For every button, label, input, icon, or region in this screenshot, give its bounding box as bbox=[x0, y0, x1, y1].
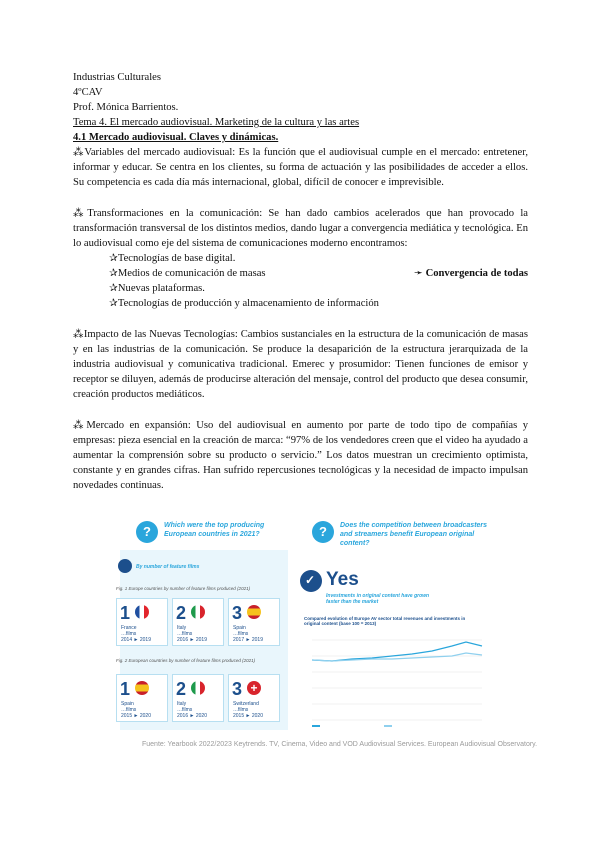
group-name: 4ºCAV bbox=[73, 87, 103, 98]
country-card bbox=[116, 674, 168, 722]
answer-subtitle: Investments in original content have grown faster than the market bbox=[326, 593, 430, 605]
legend-swatch bbox=[312, 725, 320, 727]
left-subtitle: By number of feature films bbox=[136, 564, 200, 570]
spain-flag-icon bbox=[247, 605, 261, 619]
list-item: ✰Medios de comunicación de masas bbox=[109, 268, 266, 279]
infographic-left-panel bbox=[116, 518, 288, 730]
country-card bbox=[228, 674, 280, 722]
country-card bbox=[228, 598, 280, 646]
spain-flag-icon bbox=[135, 681, 149, 695]
series-av-revenues bbox=[312, 653, 482, 661]
chart-title: Compared evolution of Europe AV sector total revenues and investments in original content (base 100 = 2013) bbox=[304, 616, 466, 626]
left-question: Which were the top producing European countries in 2021? bbox=[164, 522, 265, 538]
technology-list bbox=[109, 251, 528, 311]
paragraph-mercado: ⁂Mercado en expansión: Uso del audiovisual en aumento por parte de todo tipo de compañías y empresas: pieza esencial en la creación de marca: “97% de los vendedores creen que el video ha ayudado a aumentar la comprensión sobre su producto o servicio.” Los datos muestran un crecimiento optimista, constante y en grandes cifras. Han sufrido repercusiones tecnológicas y la necesidad de impacto impulsan novedades continuas. bbox=[73, 420, 528, 491]
paragraph-variables: ⁂Variables del mercado audiovisual: Es la función que el audiovisual cumple en el mercado: entretener, informar y educar. Se centra en los clientes, su forma de actuación y las posibilidades de acceder a ellos. Su competencia es cada día más internacional, global, difícil de conocer e imprevisible. bbox=[73, 147, 528, 188]
line-chart bbox=[304, 630, 486, 730]
question-icon: ? bbox=[312, 521, 334, 543]
country-info: Spain …films 2015 ► 2020 bbox=[121, 701, 151, 719]
answer-yes: Yes bbox=[326, 569, 359, 590]
switzerland-flag-icon: + bbox=[247, 681, 261, 695]
italy-flag-icon bbox=[191, 681, 205, 695]
country-card bbox=[172, 598, 224, 646]
country-info: Spain …films 2017 ► 2019 bbox=[233, 625, 263, 643]
check-icon: ✓ bbox=[300, 570, 322, 592]
document-body bbox=[73, 70, 528, 493]
convergence-note bbox=[414, 266, 528, 281]
country-info: Switzerland …films 2015 ► 2020 bbox=[233, 701, 263, 719]
list-item: ✰Nuevas plataformas. bbox=[109, 283, 205, 294]
rank-number: 1 bbox=[120, 679, 131, 699]
rank-number: 1 bbox=[120, 603, 131, 623]
arrow-icon: ➛ bbox=[414, 268, 423, 279]
country-info: Italy …films 2016 ► 2020 bbox=[177, 701, 207, 719]
list-item: ✰Tecnologías de base digital. bbox=[109, 253, 236, 264]
country-card bbox=[116, 598, 168, 646]
paragraph-transformaciones: ⁂Transformaciones en la comunicación: Se han dado cambios acelerados que han provocado la transformación transversal de los distintos medios, dando lugar a convergencia mediática y tecnológica. En lo audiovisual como eje del sistema de comunicaciones moderno encontramos: bbox=[73, 208, 528, 249]
right-question: Does the competition between broadcasters and streamers benefit European original content? bbox=[340, 522, 488, 547]
france-flag-icon bbox=[135, 605, 149, 619]
legend-swatch bbox=[384, 725, 392, 727]
fig2-note: Fig. 2 European countries by number of feature films produced (2021) bbox=[116, 658, 256, 663]
rank-number: 3 bbox=[232, 603, 243, 623]
rank-number: 2 bbox=[176, 603, 187, 623]
course-name: Industrias Culturales bbox=[73, 72, 161, 83]
country-card bbox=[172, 674, 224, 722]
fig1-note: Fig. 1 Europe countries by number of feature films produced (2021) bbox=[116, 586, 251, 591]
question-icon: ? bbox=[136, 521, 158, 543]
convergence-label: Convergencia de todas bbox=[425, 268, 528, 279]
country-info: Italy …films 2016 ► 2019 bbox=[177, 625, 207, 643]
chart-gridlines bbox=[312, 640, 482, 720]
info-icon bbox=[118, 559, 132, 573]
paragraph-impacto: ⁂Impacto de las Nuevas Tecnologías: Cambios sustanciales en la estructura de la comunicación de masas y en las industrias de la comunicación. Se produce la desaparición de la estructura jerarquizada de la industria audiovisual y comunicativa tradicional. Emerec y prosumidor: Tienen funciones de emisor y receptor se diluyen, además de producirse alteración del mensaje, control del producto que desea consumir, creación productos mediáticos. bbox=[73, 329, 528, 400]
country-info: France …films 2014 ► 2019 bbox=[121, 625, 151, 643]
professor-name: Prof. Mónica Barrientos. bbox=[73, 102, 179, 113]
topic-title: Tema 4. El mercado audiovisual. Marketing de la cultura y las artes bbox=[73, 117, 360, 128]
infographic bbox=[116, 518, 490, 730]
list-item: ✰Tecnologías de producción y almacenamiento de información bbox=[109, 298, 379, 309]
rank-number: 2 bbox=[176, 679, 187, 699]
section-title: 4.1 Mercado audiovisual. Claves y dinámicas. bbox=[73, 132, 279, 143]
rank-number: 3 bbox=[232, 679, 243, 699]
infographic-right-panel bbox=[300, 518, 490, 730]
figure-caption: Fuente: Yearbook 2022/2023 Keytrends. TV, Cinema, Video and VOD Audiovisual Services. European Audiovisual Observatory. bbox=[142, 741, 538, 748]
italy-flag-icon bbox=[191, 605, 205, 619]
